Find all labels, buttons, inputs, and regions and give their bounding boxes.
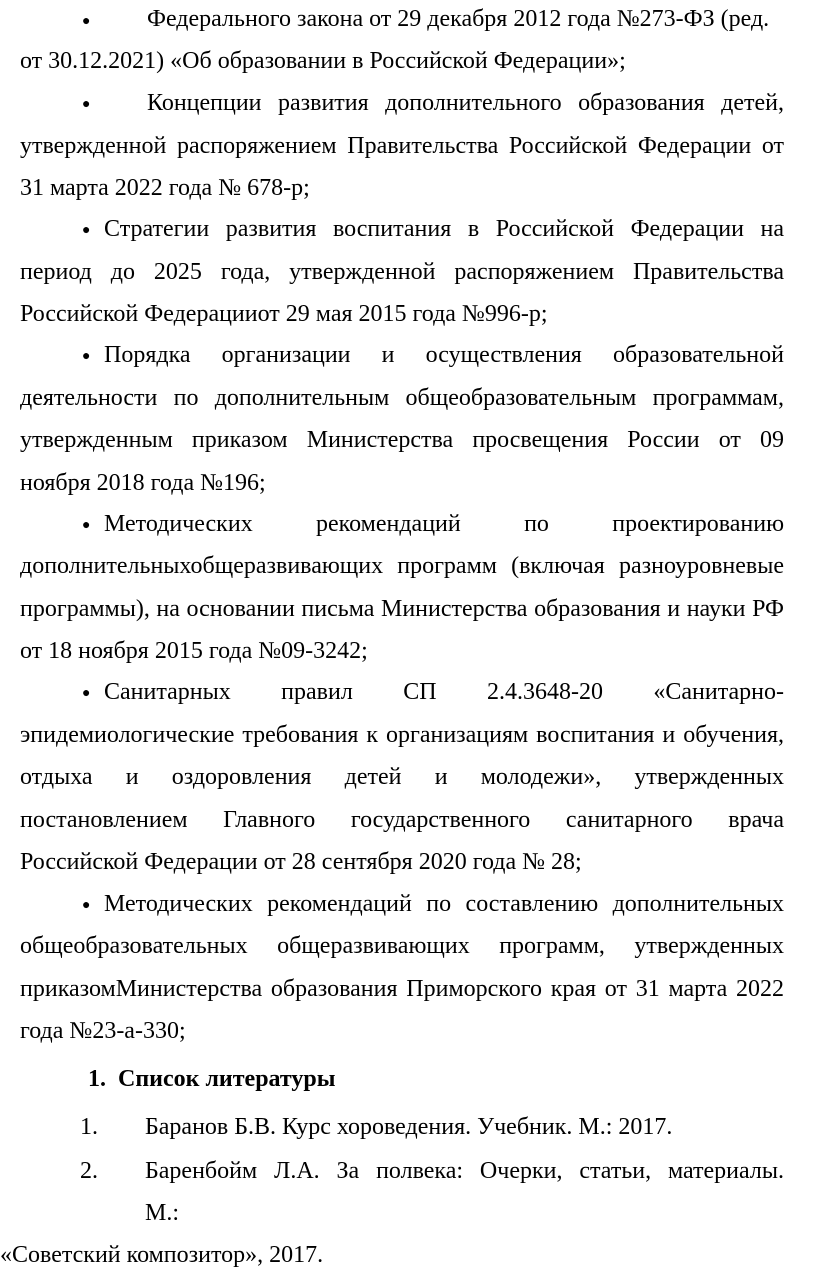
reference-text: Баренбойм Л.А. За полвека: Очерки, статьи, материалы. (145, 1158, 784, 1184)
bullet-icon: ● (82, 518, 91, 533)
list-item-line: постановлением Главного государственного санитарного врача (20, 807, 784, 833)
list-item-line: от 18 ноября 2015 года №09-3242; (20, 638, 368, 664)
bullet-icon: ● (82, 97, 91, 112)
list-item-line: дополнительныхобщеразвивающих программ (включая разноуровневые (20, 553, 784, 579)
list-item-line: года №23-а-330; (20, 1018, 186, 1044)
list-item-line: Стратегии развития воспитания в Российской Федерации на (104, 216, 784, 242)
list-item-line: программы), на основании письма Министерства образования и науки РФ (20, 596, 784, 622)
list-item-line: Методических рекомендаций по проектированию (104, 511, 784, 537)
list-item-line: Порядка организации и осуществления образовательной (104, 342, 784, 368)
list-item-line: 31 марта 2022 года № 678-р; (20, 175, 310, 201)
list-item-line: ноября 2018 года №196; (20, 470, 266, 496)
bullet-icon: ● (82, 686, 91, 701)
list-item-line: от 30.12.2021) «Об образовании в Российской Федерации»; (20, 48, 626, 74)
list-item-line: приказомМинистерства образования Приморского края от 31 марта 2022 (20, 976, 784, 1002)
bullet-icon: ● (82, 14, 91, 29)
reference-text: Баранов Б.В. Курс хороведения. Учебник. М.: 2017. (145, 1114, 673, 1140)
list-item-line: утвержденной распоряжением Правительства Российской Федерации от (20, 133, 784, 159)
list-item-line: Федерального закона от 29 декабря 2012 года №273-ФЗ (ред. (147, 6, 770, 32)
list-item-line: отдыха и оздоровления детей и молодежи», утвержденных (20, 764, 784, 790)
list-item-line: эпидемиологические требования к организациям воспитания и обучения, (20, 722, 784, 748)
list-item-line: деятельности по дополнительным общеобразовательным программам, (20, 385, 784, 411)
list-item-line: Санитарных правил СП 2.4.3648-20 «Санитарно- (104, 679, 784, 705)
list-item-line: Российской Федерации от 28 сентября 2020 года № 28; (20, 849, 582, 875)
bullet-icon: ● (82, 898, 91, 913)
reference-number: 1. (80, 1114, 98, 1140)
list-item-line: утвержденным приказом Министерства просвещения России от 09 (20, 427, 784, 453)
bullet-icon: ● (82, 223, 91, 238)
list-item-line: Российской Федерацииот 29 мая 2015 года №996-р; (20, 301, 548, 327)
reference-text: М.: (145, 1200, 180, 1226)
reference-continuation: «Советский композитор», 2017. (0, 1242, 324, 1268)
bullet-icon: ● (82, 349, 91, 364)
list-item-line: период до 2025 года, утвержденной распоряжением Правительства (20, 259, 784, 285)
reference-number: 2. (80, 1158, 98, 1184)
section-title: Список литературы (118, 1066, 336, 1092)
list-item-line: Методических рекомендаций по составлению дополнительных (104, 891, 784, 917)
list-item-line: Концепции развития дополнительного образования детей, (147, 90, 784, 116)
section-number: 1. (88, 1066, 106, 1092)
list-item-line: общеобразовательных общеразвивающих программ, утвержденных (20, 933, 784, 959)
